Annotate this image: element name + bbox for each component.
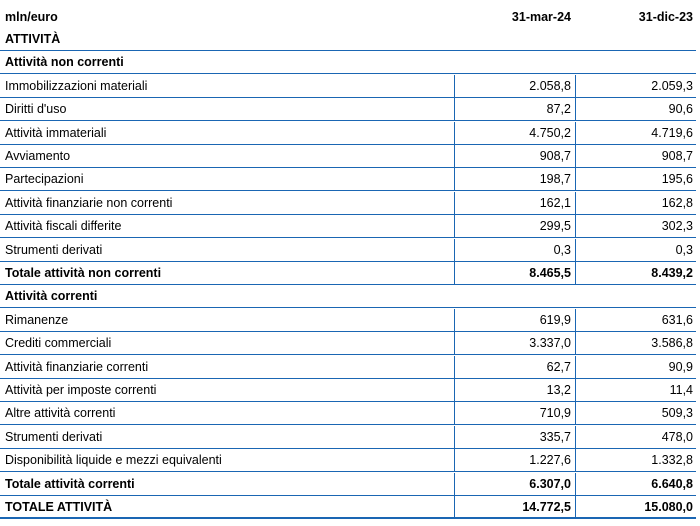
total-row [0, 473, 696, 496]
table-row [0, 426, 696, 449]
value-31-mar-24: 4.750,2 [529, 126, 571, 140]
value-31-dic-23: 908,7 [661, 149, 693, 163]
total-row [0, 496, 696, 519]
column-separator [575, 75, 576, 97]
row-label: Strumenti derivati [5, 430, 103, 444]
table-row [0, 145, 696, 168]
table-row [0, 449, 696, 472]
table-row [0, 332, 696, 355]
column-separator [575, 473, 576, 495]
value-31-dic-23: 162,8 [661, 196, 693, 210]
table-row [0, 215, 696, 238]
column-separator [575, 309, 576, 331]
value-31-mar-24: 198,7 [539, 172, 571, 186]
table-row [0, 192, 696, 215]
column-separator [575, 168, 576, 190]
table-row [0, 309, 696, 332]
column-separator [454, 75, 455, 97]
column-separator [454, 309, 455, 331]
table-row [0, 122, 696, 145]
value-31-dic-23: 2.059,3 [651, 79, 693, 93]
row-label: Avviamento [5, 149, 71, 163]
column-separator [575, 332, 576, 354]
column-separator [454, 402, 455, 424]
column-separator [575, 356, 576, 378]
row-label: Diritti d'uso [5, 102, 67, 116]
row-label: Partecipazioni [5, 172, 84, 186]
value-31-mar-24: 87,2 [546, 102, 571, 116]
section-row [0, 285, 696, 308]
column-separator [575, 262, 576, 284]
column-header-31-mar-24: 31-mar-24 [511, 10, 571, 24]
column-separator [454, 192, 455, 214]
column-separator [575, 379, 576, 401]
value-31-dic-23: 0,3 [675, 243, 693, 257]
value-31-dic-23: 6.640,8 [651, 477, 693, 491]
column-separator [454, 145, 455, 167]
section-row [0, 51, 696, 74]
table-row [0, 379, 696, 402]
value-31-mar-24: 710,9 [539, 406, 571, 420]
row-label: Attività fiscali differite [5, 219, 122, 233]
row-label: Altre attività correnti [5, 406, 116, 420]
total-row [0, 262, 696, 285]
value-31-mar-24: 62,7 [546, 360, 571, 374]
column-separator [454, 496, 455, 517]
row-label: Strumenti derivati [5, 243, 103, 257]
column-separator [454, 473, 455, 495]
value-31-mar-24: 14.772,5 [522, 500, 571, 514]
value-31-dic-23: 478,0 [661, 430, 693, 444]
value-31-mar-24: 1.227,6 [529, 453, 571, 467]
value-31-mar-24: 8.465,5 [529, 266, 571, 280]
value-31-mar-24: 162,1 [539, 196, 571, 210]
section-row [0, 28, 696, 51]
column-separator [454, 379, 455, 401]
value-31-dic-23: 90,9 [668, 360, 693, 374]
column-separator [575, 98, 576, 120]
value-31-dic-23: 195,6 [661, 172, 693, 186]
table-row [0, 356, 696, 379]
column-separator [454, 98, 455, 120]
column-separator [454, 262, 455, 284]
column-separator [575, 192, 576, 214]
value-31-mar-24: 0,3 [553, 243, 571, 257]
column-separator [454, 449, 455, 471]
value-31-dic-23: 4.719,6 [651, 126, 693, 140]
row-label: Attività finanziarie correnti [5, 360, 149, 374]
column-separator [454, 215, 455, 237]
table-row [0, 168, 696, 191]
column-separator [575, 449, 576, 471]
row-label: Immobilizzazioni materiali [5, 79, 148, 93]
table-row [0, 402, 696, 425]
value-31-dic-23: 11,4 [669, 383, 693, 397]
column-separator [454, 332, 455, 354]
row-label: TOTALE ATTIVITÀ [5, 500, 113, 514]
value-31-dic-23: 631,6 [661, 313, 693, 327]
value-31-dic-23: 90,6 [668, 102, 693, 116]
table-row [0, 75, 696, 98]
value-31-dic-23: 1.332,8 [651, 453, 693, 467]
value-31-mar-24: 3.337,0 [529, 336, 571, 350]
column-separator [454, 168, 455, 190]
row-label: Totale attività non correnti [5, 266, 162, 280]
row-label: Totale attività correnti [5, 477, 135, 491]
column-separator [575, 239, 576, 261]
value-31-mar-24: 2.058,8 [529, 79, 571, 93]
value-31-dic-23: 509,3 [661, 406, 693, 420]
column-separator [575, 426, 576, 448]
value-31-mar-24: 13,2 [546, 383, 571, 397]
value-31-mar-24: 908,7 [539, 149, 571, 163]
value-31-mar-24: 299,5 [539, 219, 571, 233]
column-separator [454, 356, 455, 378]
column-separator [454, 122, 455, 144]
column-separator [454, 239, 455, 261]
column-separator [575, 145, 576, 167]
table-row [0, 239, 696, 262]
value-31-mar-24: 6.307,0 [529, 477, 571, 491]
row-label: Attività non correnti [5, 55, 124, 69]
row-label: Attività finanziarie non correnti [5, 196, 173, 210]
column-separator [454, 426, 455, 448]
value-31-dic-23: 302,3 [661, 219, 693, 233]
value-31-dic-23: 8.439,2 [651, 266, 693, 280]
table-header [0, 0, 696, 28]
value-31-dic-23: 3.586,8 [651, 336, 693, 350]
row-label: Attività correnti [5, 289, 98, 303]
column-separator [575, 122, 576, 144]
row-label: Disponibilità liquide e mezzi equivalenti [5, 453, 222, 467]
column-header-31-dic-23: 31-dic-23 [638, 10, 693, 24]
table-row [0, 98, 696, 121]
column-separator [575, 402, 576, 424]
column-separator [575, 496, 576, 517]
row-label: Crediti commerciali [5, 336, 112, 350]
row-label: Attività per imposte correnti [5, 383, 157, 397]
value-31-mar-24: 335,7 [539, 430, 571, 444]
value-31-mar-24: 619,9 [539, 313, 571, 327]
row-label: ATTIVITÀ [5, 32, 61, 46]
row-label: Rimanenze [5, 313, 69, 327]
column-separator [575, 215, 576, 237]
unit-label: mln/euro [5, 10, 58, 24]
value-31-dic-23: 15.080,0 [644, 500, 693, 514]
row-label: Attività immateriali [5, 126, 107, 140]
